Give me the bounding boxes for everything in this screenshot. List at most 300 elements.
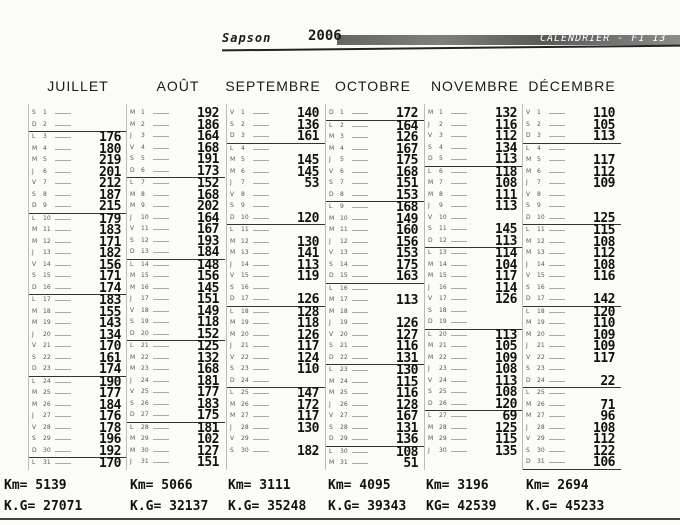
day-letter: V — [32, 260, 37, 268]
day-letter: L — [526, 144, 530, 152]
day-letter: M — [130, 202, 136, 209]
day-value: 170 — [99, 456, 121, 471]
day-letter: D — [329, 435, 334, 442]
day-number: 7 — [241, 179, 245, 186]
saint-name-line — [153, 334, 169, 335]
saint-name-line — [451, 148, 467, 149]
day-number: 6 — [43, 167, 47, 175]
saint-name-line — [55, 288, 71, 289]
saint-name-line — [451, 253, 467, 254]
saint-name-line — [549, 136, 565, 137]
day-value: 127 — [396, 327, 418, 343]
day-letter: D — [428, 399, 433, 407]
day-value: 151 — [197, 292, 219, 307]
day-letter: M — [230, 319, 236, 326]
day-value: 130 — [297, 420, 319, 436]
saint-name-line — [549, 358, 565, 359]
day-letter: M — [32, 156, 38, 163]
saint-name-line — [352, 370, 368, 371]
day-letter: D — [230, 213, 235, 221]
day-value: 172 — [297, 397, 319, 413]
saint-name-line — [253, 299, 269, 300]
saint-name-line — [352, 219, 368, 220]
day-value: 120 — [593, 304, 615, 320]
saint-name-line — [55, 323, 71, 324]
day-value: 116 — [593, 269, 615, 284]
day-value: 136 — [396, 432, 418, 447]
day-letter: S — [526, 446, 530, 454]
day-value: 115 — [396, 374, 418, 390]
day-letter: M — [526, 319, 532, 326]
day-value: 164 — [197, 129, 219, 144]
day-letter: M — [32, 319, 38, 326]
day-row — [227, 420, 325, 436]
day-row — [326, 295, 424, 307]
day-number: 16 — [340, 284, 348, 292]
saint-name-line — [451, 358, 467, 359]
day-value: 177 — [197, 385, 219, 400]
day-number: 6 — [439, 167, 443, 175]
day-value: 104 — [495, 257, 517, 273]
saint-name-line — [55, 416, 71, 417]
day-number: 25 — [340, 389, 348, 396]
saint-name-line — [549, 242, 565, 243]
saint-name-line — [549, 416, 565, 417]
saint-name-line — [549, 206, 565, 207]
saint-name-line — [253, 358, 269, 359]
day-value: 132 — [197, 350, 219, 366]
day-number: 20 — [141, 329, 149, 337]
saint-name-line — [55, 160, 71, 161]
saint-name-line — [549, 299, 565, 300]
day-value: 219 — [99, 153, 121, 168]
day-letter: M — [230, 249, 236, 256]
saint-name-line — [352, 300, 368, 301]
saint-name-line — [55, 405, 71, 406]
day-number: 7 — [340, 179, 344, 186]
day-value: 196 — [99, 432, 121, 447]
day-letter: S — [32, 272, 36, 279]
day-value: 156 — [99, 257, 121, 273]
day-value: 161 — [297, 129, 319, 144]
saint-name-line — [451, 451, 467, 452]
day-number: 24 — [241, 376, 249, 384]
saint-name-line — [153, 299, 169, 300]
day-value: 177 — [99, 386, 121, 401]
day-number: 15 — [141, 272, 149, 279]
day-value: 168 — [396, 164, 418, 180]
saint-name-line — [451, 299, 467, 300]
month-heading: DÉCEMBRE — [528, 78, 616, 94]
day-value: 110 — [297, 362, 319, 377]
day-number: 5 — [241, 156, 245, 163]
day-letter: V — [32, 342, 37, 349]
day-value: 181 — [197, 420, 219, 436]
day-row — [425, 306, 523, 318]
day-letter: D — [428, 236, 433, 244]
saint-name-line — [153, 229, 169, 230]
saint-name-line — [451, 136, 467, 137]
saint-name-line — [55, 346, 71, 347]
day-value: 126 — [297, 292, 319, 307]
day-number: 7 — [43, 179, 47, 186]
saint-name-line — [55, 335, 71, 336]
day-number: 8 — [537, 190, 541, 198]
day-letter: D — [32, 446, 37, 454]
saint-name-line — [153, 346, 169, 347]
day-number: 13 — [439, 249, 447, 256]
day-value: 182 — [297, 443, 319, 459]
day-letter: L — [329, 121, 333, 129]
day-value: 125 — [495, 420, 517, 436]
day-letter: L — [329, 203, 333, 210]
day-number: 10 — [340, 214, 348, 222]
day-number: 9 — [241, 202, 245, 209]
day-rows — [523, 108, 621, 470]
day-number: 5 — [340, 156, 344, 163]
day-number: 23 — [241, 365, 249, 372]
saint-name-line — [451, 159, 467, 160]
day-number: 17 — [340, 296, 348, 303]
saint-name-line — [352, 137, 368, 138]
saint-name-line — [352, 172, 368, 173]
day-number: 10 — [537, 213, 545, 221]
day-number: 1 — [43, 109, 47, 116]
day-letter: L — [32, 296, 36, 303]
saint-name-line — [153, 241, 169, 242]
day-value: 145 — [297, 164, 319, 180]
saint-name-line — [549, 393, 565, 394]
day-number: 10 — [43, 214, 51, 222]
day-value: 111 — [495, 187, 517, 203]
saint-name-line — [253, 160, 269, 161]
day-letter: M — [329, 133, 335, 140]
day-row — [227, 364, 325, 376]
day-number: 4 — [141, 143, 145, 151]
day-value: 71 — [600, 397, 615, 413]
day-letter: M — [428, 260, 434, 268]
day-number: 2 — [340, 121, 344, 129]
day-number: 6 — [241, 167, 245, 175]
day-letter: L — [32, 459, 36, 466]
day-letter: J — [32, 167, 34, 175]
day-letter: V — [32, 179, 37, 186]
saint-name-line — [352, 428, 368, 429]
saint-name-line — [253, 183, 269, 184]
kg-total: K.G= 35248 — [228, 499, 307, 514]
saint-name-line — [352, 160, 368, 161]
day-value: 117 — [593, 153, 615, 168]
day-number: 18 — [340, 307, 348, 315]
saint-name-line — [253, 172, 269, 173]
day-letter: S — [329, 423, 333, 431]
day-letter: D — [32, 120, 37, 128]
saint-name-line — [55, 265, 71, 266]
header-label: CALENDRIER - F1 13 — [540, 33, 667, 44]
day-value: 145 — [495, 222, 517, 237]
day-letter: S — [130, 236, 134, 244]
month-column — [28, 104, 127, 470]
saint-name-line — [153, 276, 169, 277]
saint-name-line — [451, 381, 467, 382]
km-total: Km= 3196 — [426, 478, 489, 493]
saint-name-line — [352, 230, 368, 231]
day-number: 15 — [439, 272, 447, 279]
day-number: 28 — [43, 423, 51, 431]
day-number: 18 — [439, 306, 447, 314]
saint-name-line — [253, 369, 269, 370]
day-letter: J — [32, 330, 34, 338]
day-letter: V — [428, 213, 433, 221]
day-value: 183 — [99, 293, 121, 308]
day-value: 114 — [495, 280, 517, 296]
day-row — [425, 201, 523, 213]
day-value: 115 — [495, 432, 517, 447]
day-letter: M — [130, 272, 136, 279]
day-letter: L — [130, 423, 134, 431]
day-number: 12 — [340, 237, 348, 245]
saint-name-line — [253, 276, 269, 277]
day-letter: D — [130, 329, 135, 337]
day-value: 108 — [593, 234, 615, 250]
day-number: 4 — [43, 144, 47, 152]
day-number: 1 — [340, 109, 344, 116]
day-number: 8 — [340, 190, 344, 198]
saint-name-line — [153, 218, 169, 219]
day-row — [523, 350, 621, 366]
day-letter: M — [130, 446, 136, 454]
day-letter: M — [428, 190, 434, 198]
day-value: 118 — [297, 316, 319, 331]
day-letter: V — [130, 388, 135, 395]
day-number: 28 — [241, 423, 249, 431]
saint-name-line — [549, 451, 565, 452]
day-value: 120 — [495, 396, 517, 412]
day-letter: J — [526, 179, 528, 186]
day-letter: M — [130, 120, 136, 128]
saint-name-line — [253, 218, 269, 219]
saint-name-line — [55, 172, 71, 173]
month-column — [226, 104, 325, 470]
day-letter: S — [32, 190, 36, 198]
saint-name-line — [352, 323, 368, 324]
day-letter: J — [526, 342, 528, 349]
day-number: 10 — [241, 213, 249, 221]
day-number: 25 — [537, 389, 545, 396]
day-number: 27 — [340, 412, 348, 419]
kg-total: K.G= 39343 — [328, 499, 407, 514]
day-value: 109 — [593, 176, 615, 191]
saint-name-line — [451, 392, 467, 393]
day-letter: M — [130, 435, 136, 442]
saint-name-line — [153, 206, 169, 207]
day-number: 12 — [537, 237, 545, 245]
day-number: 19 — [43, 319, 51, 326]
header-name: Sapson — [222, 31, 272, 45]
day-number: 6 — [537, 167, 541, 175]
day-number: 31 — [141, 458, 149, 465]
saint-name-line — [549, 288, 565, 289]
saint-name-line — [549, 113, 565, 114]
saint-name-line — [153, 136, 169, 137]
day-number: 29 — [340, 435, 348, 442]
day-value: 160 — [396, 223, 418, 238]
month-heading: OCTOBRE — [335, 78, 411, 94]
saint-name-line — [549, 428, 565, 429]
day-number: 10 — [439, 213, 447, 221]
day-letter: V — [428, 376, 433, 384]
saint-name-line — [153, 381, 169, 382]
day-letter: J — [329, 400, 331, 408]
km-total: Km= 5139 — [4, 478, 67, 493]
saint-name-line — [352, 113, 368, 114]
day-value: 140 — [297, 106, 319, 121]
day-value: 108 — [593, 420, 615, 436]
day-letter: J — [130, 295, 132, 302]
day-number: 27 — [43, 412, 51, 419]
day-value: 174 — [99, 280, 121, 296]
saint-name-line — [549, 439, 565, 440]
day-letter: D — [526, 295, 531, 302]
day-letter: M — [329, 296, 335, 303]
day-number: 10 — [141, 213, 149, 221]
day-number: 19 — [241, 319, 249, 326]
saint-name-line — [153, 369, 169, 370]
day-letter: M — [526, 249, 532, 256]
day-value: 105 — [593, 117, 615, 133]
day-value: 117 — [593, 350, 615, 366]
day-number: 24 — [340, 377, 348, 385]
day-number: 22 — [537, 353, 545, 361]
saint-name-line — [549, 125, 565, 126]
day-value: 105 — [495, 339, 517, 354]
saint-name-line — [55, 451, 71, 452]
saint-name-line — [352, 358, 368, 359]
day-letter: V — [329, 167, 334, 175]
day-value: 108 — [495, 362, 517, 377]
day-value: 96 — [600, 409, 615, 424]
day-value: 118 — [197, 315, 219, 330]
saint-name-line — [451, 416, 467, 417]
day-letter: M — [428, 109, 434, 116]
day-value: 108 — [495, 176, 517, 191]
day-number: 27 — [241, 412, 249, 419]
day-letter: L — [32, 133, 36, 140]
saint-name-line — [352, 126, 368, 127]
km-total: Km= 2694 — [526, 478, 589, 493]
day-number: 31 — [537, 458, 545, 465]
bottom-rule — [0, 518, 680, 520]
day-number: 24 — [43, 377, 51, 385]
day-letter: L — [32, 214, 36, 222]
saint-name-line — [549, 335, 565, 336]
day-value: 191 — [197, 152, 219, 167]
saint-name-line — [549, 369, 565, 370]
day-number: 1 — [141, 109, 145, 116]
day-number: 29 — [439, 435, 447, 442]
day-value: 167 — [396, 141, 418, 157]
day-value: 110 — [593, 316, 615, 331]
saint-name-line — [153, 288, 169, 289]
day-value: 167 — [197, 222, 219, 237]
saint-name-line — [153, 265, 169, 266]
day-letter: M — [230, 330, 236, 338]
day-value: 102 — [197, 432, 219, 447]
day-letter: V — [230, 272, 235, 279]
day-letter: D — [130, 248, 135, 255]
month-column — [325, 104, 424, 470]
day-value: 148 — [197, 257, 219, 273]
day-letter: D — [428, 155, 433, 162]
day-letter: M — [428, 423, 434, 431]
day-letter: D — [329, 353, 334, 361]
day-number: 8 — [141, 190, 145, 198]
day-letter: M — [329, 144, 335, 152]
saint-name-line — [253, 346, 269, 347]
saint-name-line — [55, 358, 71, 359]
saint-name-line — [253, 312, 269, 313]
day-letter: J — [230, 342, 232, 349]
day-letter: L — [526, 307, 530, 315]
day-letter: S — [230, 202, 234, 209]
saint-name-line — [55, 149, 71, 150]
day-number: 5 — [43, 156, 47, 163]
day-number: 2 — [241, 120, 245, 128]
day-letter: S — [329, 179, 333, 186]
saint-name-line — [451, 346, 467, 347]
day-value: 130 — [297, 234, 319, 250]
day-value: 51 — [403, 456, 418, 471]
day-letter: M — [526, 400, 532, 408]
saint-name-line — [352, 439, 368, 440]
day-number: 30 — [439, 446, 447, 454]
day-letter: L — [130, 342, 134, 349]
saint-name-line — [253, 288, 269, 289]
day-number: 30 — [340, 447, 348, 455]
day-letter: L — [526, 389, 530, 396]
day-rows — [326, 108, 424, 470]
day-letter: M — [230, 156, 236, 163]
day-letter: S — [526, 283, 530, 291]
day-value: 202 — [197, 199, 219, 214]
day-number: 17 — [537, 295, 545, 302]
saint-name-line — [253, 230, 269, 231]
day-value: 108 — [593, 257, 615, 273]
day-value: 113 — [297, 257, 319, 273]
day-value: 106 — [593, 455, 615, 470]
day-letter: S — [130, 399, 134, 407]
saint-name-line — [55, 276, 71, 277]
day-number: 30 — [241, 446, 249, 454]
day-value: 175 — [396, 153, 418, 168]
day-value: 201 — [99, 164, 121, 180]
day-number: 23 — [43, 365, 51, 372]
day-value: 69 — [502, 409, 517, 424]
day-letter: D — [230, 376, 235, 384]
day-number: 30 — [537, 446, 545, 454]
day-number: 14 — [241, 260, 249, 268]
day-value: 131 — [396, 350, 418, 366]
saint-name-line — [549, 253, 565, 254]
saint-name-line — [253, 136, 269, 137]
saint-name-line — [549, 218, 565, 219]
day-letter: D — [32, 283, 37, 291]
saint-name-line — [451, 125, 467, 126]
day-value: 149 — [396, 211, 418, 227]
day-letter: D — [526, 376, 531, 384]
day-value: 113 — [593, 129, 615, 144]
day-number: 1 — [439, 109, 443, 116]
